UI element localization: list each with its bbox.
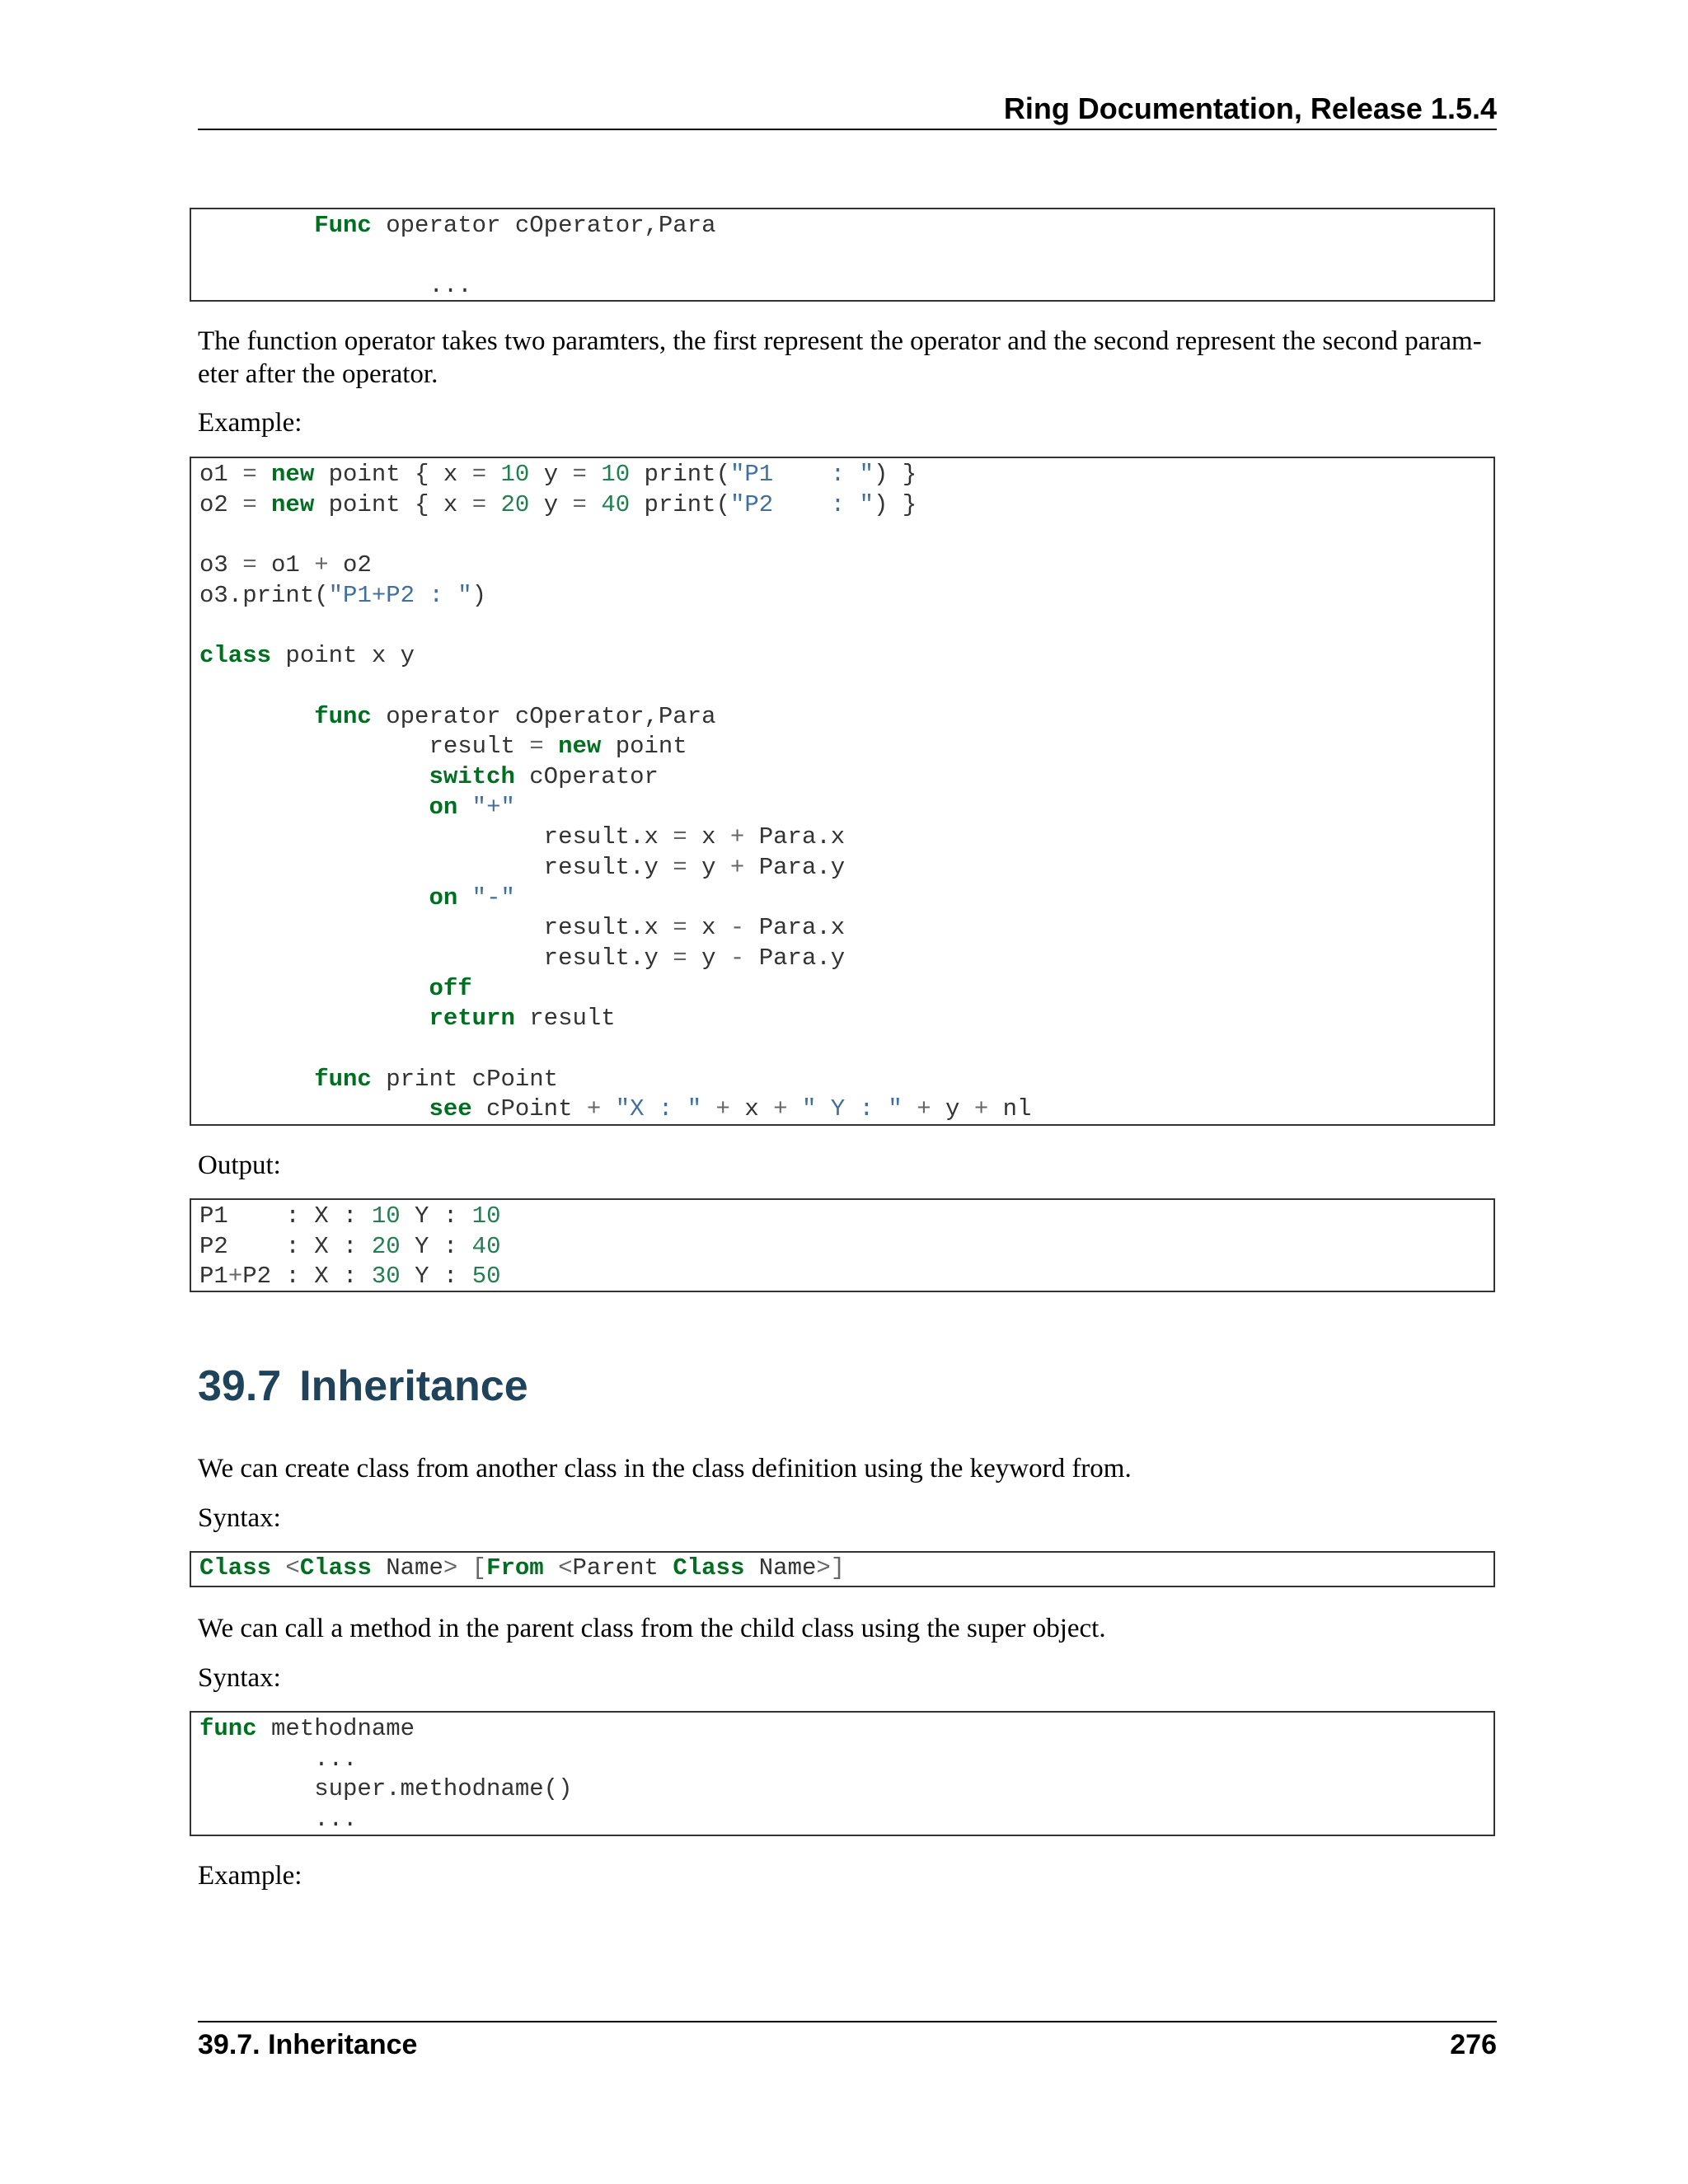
example-label-2: Example: xyxy=(198,1861,302,1891)
code-line xyxy=(199,702,1485,733)
code-token: Y : xyxy=(400,1263,472,1291)
code-token: 10 xyxy=(371,1202,401,1230)
code-line xyxy=(199,581,1485,612)
code-token: "P2 : " xyxy=(729,490,874,518)
section-heading xyxy=(198,1361,528,1411)
code-line xyxy=(199,1232,1485,1263)
code-token xyxy=(457,884,471,912)
code-token: Para.y xyxy=(744,853,846,881)
code-token: on xyxy=(199,793,458,821)
code-line xyxy=(199,460,1485,490)
code-token: result.y xyxy=(199,944,673,972)
code-token: Para.y xyxy=(744,944,846,972)
code-token xyxy=(587,491,601,518)
code-token: = xyxy=(572,461,587,488)
code-token xyxy=(788,1095,802,1122)
code-token: o1 xyxy=(199,461,243,488)
code-token: result.x xyxy=(199,914,673,942)
page-footer xyxy=(198,2021,1497,2061)
code-token: Name xyxy=(744,1554,817,1582)
code-token: = xyxy=(242,461,257,488)
code-token xyxy=(544,1554,558,1582)
code-token: "+" xyxy=(471,793,515,821)
code-token: "X : " xyxy=(615,1095,702,1123)
code-token: print( xyxy=(630,490,730,518)
code-token: y xyxy=(931,1095,974,1123)
code-line xyxy=(199,1202,1485,1232)
code-line xyxy=(199,1262,1485,1292)
code-token: "P1 : " xyxy=(729,461,874,488)
code-token xyxy=(257,461,271,488)
code-token: point x y xyxy=(271,642,415,670)
code-token: y xyxy=(687,944,730,972)
code-token: new xyxy=(271,490,315,518)
code-token: = xyxy=(529,733,544,761)
code-block-func-signature xyxy=(190,208,1495,302)
code-token: ... xyxy=(199,272,472,300)
code-token xyxy=(587,461,601,488)
code-token: operator cOperator,Para xyxy=(371,212,716,239)
code-token: = xyxy=(572,490,587,518)
code-line xyxy=(199,913,1485,944)
code-token xyxy=(544,733,558,760)
code-line xyxy=(199,1065,1485,1095)
code-line xyxy=(199,1004,1485,1034)
code-token: print( xyxy=(630,461,730,488)
code-line xyxy=(199,974,1485,1005)
code-line xyxy=(199,1805,1485,1835)
code-line xyxy=(199,271,1485,302)
code-token: + xyxy=(227,1263,243,1291)
code-token: x xyxy=(687,823,730,851)
code-token: = xyxy=(673,853,687,881)
code-token: cPoint xyxy=(471,1095,587,1123)
page-header: Ring Documentation, Release 1.5.4 xyxy=(198,92,1497,130)
code-token xyxy=(486,491,500,518)
code-token xyxy=(257,491,271,518)
code-token: y xyxy=(687,853,730,881)
code-token: + xyxy=(729,853,745,881)
code-token: print cPoint xyxy=(371,1065,559,1093)
code-token xyxy=(701,1095,715,1122)
code-token: see xyxy=(199,1095,472,1123)
code-line xyxy=(199,762,1485,793)
code-token: = xyxy=(471,461,487,488)
code-token: o1 xyxy=(256,551,315,579)
code-token: P1 : X : xyxy=(199,1202,372,1230)
code-token: ... xyxy=(199,1745,358,1773)
code-token xyxy=(271,1554,285,1582)
code-token: 10 xyxy=(500,461,530,488)
code-token: y xyxy=(529,461,573,488)
section-number: 39.7 xyxy=(198,1362,282,1410)
code-token: > xyxy=(443,1554,458,1582)
code-token: func xyxy=(199,1065,372,1093)
code-token: Para.x xyxy=(744,823,846,851)
code-token: x xyxy=(687,914,730,942)
code-line xyxy=(199,823,1485,853)
code-line xyxy=(199,490,1485,521)
paragraph-inheritance: We can create class from another class in the class definition using the keyword from. xyxy=(198,1454,1132,1483)
code-token: + xyxy=(715,1095,730,1123)
code-token: on xyxy=(199,883,458,912)
code-token: cOperator xyxy=(514,762,659,790)
code-token: result.y xyxy=(199,853,673,881)
code-token: new xyxy=(558,733,602,761)
code-line xyxy=(199,1714,1485,1745)
code-token: switch xyxy=(199,762,515,790)
code-token: off xyxy=(199,974,472,1002)
code-token: + xyxy=(917,1095,931,1123)
code-token: + xyxy=(314,551,329,579)
code-token: class xyxy=(199,642,272,670)
code-token: result xyxy=(514,1005,616,1033)
code-token: + xyxy=(586,1095,602,1123)
syntax-label: Syntax: xyxy=(198,1503,281,1533)
code-token: nl xyxy=(988,1095,1032,1123)
code-line xyxy=(199,1034,1485,1065)
code-line xyxy=(199,1554,1485,1584)
code-token: - xyxy=(729,914,745,942)
code-block-example xyxy=(190,457,1495,1126)
code-token: func xyxy=(199,1715,257,1742)
code-token: "-" xyxy=(471,883,515,912)
code-token: = xyxy=(673,914,687,942)
code-token: = xyxy=(471,490,487,518)
footer-section: 39.7. Inheritance xyxy=(198,2029,418,2060)
code-token: Name xyxy=(371,1554,443,1582)
code-line xyxy=(199,944,1485,974)
code-token: super.methodname() xyxy=(199,1775,573,1803)
code-token: 40 xyxy=(471,1232,501,1260)
code-token: 30 xyxy=(371,1263,401,1291)
code-token: >] xyxy=(816,1554,846,1582)
syntax-label-2: Syntax: xyxy=(198,1663,281,1693)
code-token: Parent xyxy=(572,1554,673,1582)
code-line xyxy=(199,520,1485,551)
code-token: Y : xyxy=(400,1232,472,1260)
code-token: o3 xyxy=(199,551,243,579)
code-token xyxy=(903,1095,917,1122)
code-token: Func xyxy=(199,212,372,239)
code-token: ) xyxy=(471,581,487,609)
code-token: Class xyxy=(199,1554,272,1582)
code-token: ) } xyxy=(874,461,917,488)
code-token: < xyxy=(558,1554,573,1582)
code-token: = xyxy=(673,823,687,851)
code-token: 50 xyxy=(471,1263,501,1291)
paragraph-operator-explanation: The function operator takes two paramters, the first represent the operator and the second represent the second param- eter after the operator. xyxy=(198,326,1482,389)
code-line xyxy=(199,793,1485,823)
code-token: [ xyxy=(471,1554,487,1582)
code-token xyxy=(457,1554,471,1582)
code-line xyxy=(199,211,1485,241)
section-title: Inheritance xyxy=(299,1362,528,1410)
code-line xyxy=(199,732,1485,762)
code-block-super-syntax xyxy=(190,1711,1495,1836)
code-line xyxy=(199,1745,1485,1775)
code-line xyxy=(199,611,1485,641)
code-token: ) } xyxy=(874,490,917,518)
code-line xyxy=(199,241,1485,272)
code-token: 40 xyxy=(601,490,631,518)
code-token: point { x xyxy=(314,461,472,488)
code-line xyxy=(199,551,1485,581)
code-line xyxy=(199,883,1485,914)
code-token: P2 : X : xyxy=(242,1263,372,1291)
code-token: new xyxy=(271,461,315,488)
code-token: " Y : " xyxy=(801,1095,903,1123)
code-line xyxy=(199,641,1485,672)
code-token: methodname xyxy=(256,1715,415,1742)
code-token: 10 xyxy=(601,461,631,488)
code-token: "P1+P2 : " xyxy=(328,581,472,609)
code-token: Y : xyxy=(400,1202,472,1230)
code-token: Class xyxy=(299,1554,372,1582)
code-token: ... xyxy=(199,1806,358,1834)
code-token: o2 xyxy=(328,551,372,579)
code-line xyxy=(199,672,1485,702)
code-token: = xyxy=(242,490,257,518)
code-token xyxy=(486,461,500,488)
code-token: Class xyxy=(673,1554,745,1582)
code-token: result.x xyxy=(199,823,673,851)
code-token: 20 xyxy=(371,1232,401,1260)
code-token: P2 : X : xyxy=(199,1232,372,1260)
code-line xyxy=(199,853,1485,883)
code-token: x xyxy=(729,1095,774,1123)
code-token: point xyxy=(601,733,687,761)
code-token: o3.print( xyxy=(199,581,329,609)
code-token: < xyxy=(285,1554,300,1582)
code-token: + xyxy=(773,1095,788,1123)
code-token: = xyxy=(673,944,687,972)
code-token: o2 xyxy=(199,490,243,518)
code-token: = xyxy=(242,551,257,579)
code-token: 20 xyxy=(500,490,530,518)
code-line xyxy=(199,1774,1485,1805)
code-token: point { x xyxy=(314,490,472,518)
code-token: + xyxy=(729,823,745,851)
footer-page-number: 276 xyxy=(1450,2029,1497,2060)
code-token: From xyxy=(486,1554,544,1582)
code-block-class-syntax xyxy=(190,1551,1495,1587)
example-label: Example: xyxy=(198,408,302,438)
code-token: P1 xyxy=(199,1263,228,1291)
paragraph-super: We can call a method in the parent class from the child class using the super object. xyxy=(198,1614,1106,1643)
code-token: operator cOperator,Para xyxy=(371,702,716,730)
code-token: y xyxy=(529,490,573,518)
code-token xyxy=(457,794,471,821)
code-token: return xyxy=(199,1005,515,1033)
code-token: result xyxy=(199,733,530,761)
code-token: Para.x xyxy=(744,914,846,942)
code-token xyxy=(601,1095,615,1122)
code-line xyxy=(199,1094,1485,1125)
code-token: 10 xyxy=(471,1202,501,1230)
output-label: Output: xyxy=(198,1151,281,1180)
code-token: - xyxy=(729,944,745,972)
code-token: + xyxy=(973,1095,989,1123)
code-block-output xyxy=(190,1198,1495,1292)
code-token: func xyxy=(199,702,372,730)
